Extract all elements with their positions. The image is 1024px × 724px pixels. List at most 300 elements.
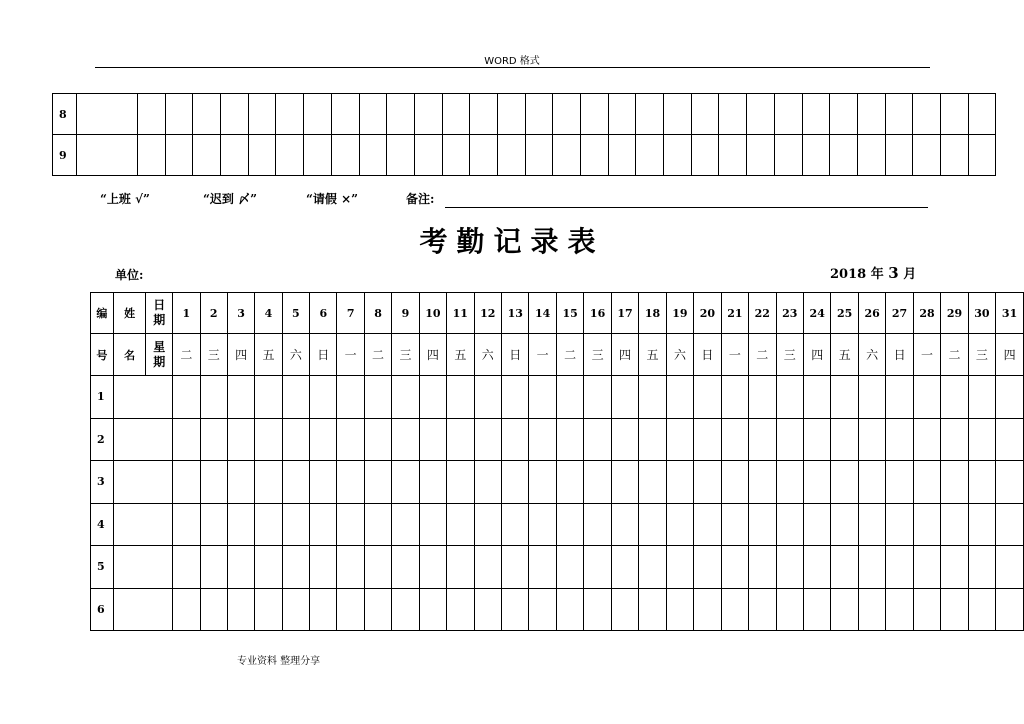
attendance-cell[interactable] <box>831 461 858 504</box>
attendance-cell[interactable] <box>525 135 553 176</box>
attendance-cell[interactable] <box>255 376 282 419</box>
attendance-cell[interactable] <box>968 94 996 135</box>
attendance-cell[interactable] <box>200 503 227 546</box>
attendance-cell[interactable] <box>941 503 968 546</box>
attendance-cell[interactable] <box>227 588 254 631</box>
attendance-cell[interactable] <box>636 135 664 176</box>
attendance-cell[interactable] <box>282 503 309 546</box>
attendance-cell[interactable] <box>639 461 666 504</box>
attendance-cell[interactable] <box>831 588 858 631</box>
attendance-cell[interactable] <box>502 461 529 504</box>
employee-row <box>91 503 1024 546</box>
attendance-cell[interactable] <box>529 546 556 589</box>
attendance-cell[interactable] <box>857 94 885 135</box>
attendance-cell[interactable] <box>664 135 692 176</box>
employee-name-cell[interactable] <box>113 461 172 504</box>
attendance-cell[interactable] <box>364 418 391 461</box>
attendance-cell[interactable] <box>666 503 693 546</box>
attendance-cell[interactable] <box>886 588 913 631</box>
attendance-cell[interactable] <box>581 135 609 176</box>
attendance-cell[interactable] <box>886 503 913 546</box>
attendance-cell[interactable] <box>331 94 359 135</box>
year-value: 2018 <box>830 267 867 282</box>
attendance-cell[interactable] <box>227 376 254 419</box>
attendance-cell[interactable] <box>831 503 858 546</box>
attendance-cell[interactable] <box>392 546 419 589</box>
attendance-cell[interactable] <box>666 588 693 631</box>
attendance-cell[interactable] <box>721 503 748 546</box>
attendance-cell[interactable] <box>392 588 419 631</box>
attendance-cell[interactable] <box>364 461 391 504</box>
attendance-cell[interactable] <box>940 94 968 135</box>
attendance-cell[interactable] <box>248 135 276 176</box>
attendance-cell[interactable] <box>442 94 470 135</box>
attendance-cell[interactable] <box>138 94 166 135</box>
attendance-cell[interactable] <box>200 461 227 504</box>
attendance-cell[interactable] <box>996 461 1024 504</box>
day-number: 6 <box>310 293 337 334</box>
attendance-cell[interactable] <box>996 376 1024 419</box>
employee-name-cell[interactable] <box>113 588 172 631</box>
date-label <box>830 263 916 282</box>
day-number: 4 <box>255 293 282 334</box>
attendance-cell[interactable] <box>337 503 364 546</box>
attendance-cell[interactable] <box>636 94 664 135</box>
attendance-cell[interactable] <box>497 135 525 176</box>
attendance-cell[interactable] <box>749 588 776 631</box>
attendance-cell[interactable] <box>310 376 337 419</box>
unit-label: 单位: <box>115 268 144 282</box>
attendance-cell[interactable] <box>747 94 775 135</box>
attendance-cell[interactable] <box>304 135 332 176</box>
attendance-cell[interactable] <box>803 376 830 419</box>
attendance-cell[interactable] <box>885 135 913 176</box>
attendance-cell[interactable] <box>666 376 693 419</box>
attendance-cell[interactable] <box>387 135 415 176</box>
attendance-cell[interactable] <box>282 588 309 631</box>
attendance-cell[interactable] <box>831 376 858 419</box>
attendance-cell[interactable] <box>776 588 803 631</box>
attendance-cell[interactable] <box>857 135 885 176</box>
attendance-cell[interactable] <box>310 588 337 631</box>
attendance-cell[interactable] <box>529 503 556 546</box>
attendance-cell[interactable] <box>694 588 721 631</box>
attendance-cell[interactable] <box>776 376 803 419</box>
attendance-cell[interactable] <box>802 135 830 176</box>
attendance-cell[interactable] <box>831 418 858 461</box>
attendance-cell[interactable] <box>447 376 474 419</box>
day-number: 12 <box>474 293 501 334</box>
attendance-cell[interactable] <box>913 135 941 176</box>
attendance-cell[interactable] <box>310 546 337 589</box>
attendance-cell[interactable] <box>553 135 581 176</box>
attendance-cell[interactable] <box>502 376 529 419</box>
attendance-cell[interactable] <box>749 376 776 419</box>
attendance-cell[interactable] <box>858 546 885 589</box>
attendance-cell[interactable] <box>721 546 748 589</box>
attendance-cell[interactable] <box>886 376 913 419</box>
weekday-cell: 三 <box>968 334 995 376</box>
attendance-cell[interactable] <box>392 461 419 504</box>
attendance-cell[interactable] <box>359 135 387 176</box>
attendance-cell[interactable] <box>474 418 501 461</box>
attendance-cell[interactable] <box>502 588 529 631</box>
attendance-cell[interactable] <box>611 588 638 631</box>
attendance-cell[interactable] <box>276 135 304 176</box>
attendance-cell[interactable] <box>694 503 721 546</box>
attendance-cell[interactable] <box>255 546 282 589</box>
attendance-cell[interactable] <box>639 503 666 546</box>
attendance-cell[interactable] <box>77 135 138 176</box>
attendance-cell[interactable] <box>227 503 254 546</box>
row-number: 8 <box>53 94 77 135</box>
day-number: 1 <box>173 293 200 334</box>
attendance-cell[interactable] <box>556 461 583 504</box>
attendance-cell[interactable] <box>666 418 693 461</box>
attendance-cell[interactable] <box>474 588 501 631</box>
remarks-line <box>445 207 928 208</box>
attendance-cell[interactable] <box>304 94 332 135</box>
attendance-cell[interactable] <box>173 461 200 504</box>
row-number: 1 <box>91 376 114 419</box>
attendance-cell[interactable] <box>858 376 885 419</box>
attendance-cell[interactable] <box>721 461 748 504</box>
attendance-cell[interactable] <box>419 418 446 461</box>
attendance-cell[interactable] <box>497 94 525 135</box>
attendance-cell[interactable] <box>364 588 391 631</box>
attendance-cell[interactable] <box>830 135 858 176</box>
attendance-cell[interactable] <box>691 94 719 135</box>
month-value: 3 <box>888 264 899 282</box>
attendance-cell[interactable] <box>221 94 249 135</box>
attendance-cell[interactable] <box>968 503 995 546</box>
attendance-cell[interactable] <box>666 546 693 589</box>
attendance-cell[interactable] <box>529 588 556 631</box>
day-number: 25 <box>831 293 858 334</box>
attendance-cell[interactable] <box>502 418 529 461</box>
attendance-cell[interactable] <box>968 418 995 461</box>
attendance-cell[interactable] <box>749 418 776 461</box>
attendance-cell[interactable] <box>968 461 995 504</box>
legend <box>100 190 434 207</box>
attendance-cell[interactable] <box>858 461 885 504</box>
attendance-cell[interactable] <box>392 503 419 546</box>
attendance-cell[interactable] <box>776 461 803 504</box>
continued-row <box>53 94 996 135</box>
attendance-cell[interactable] <box>747 135 775 176</box>
attendance-cell[interactable] <box>419 461 446 504</box>
attendance-cell[interactable] <box>310 418 337 461</box>
weekday-cell: 二 <box>941 334 968 376</box>
attendance-cell[interactable] <box>968 376 995 419</box>
attendance-cell[interactable] <box>664 94 692 135</box>
attendance-cell[interactable] <box>138 135 166 176</box>
attendance-cell[interactable] <box>227 461 254 504</box>
attendance-cell[interactable] <box>331 135 359 176</box>
attendance-cell[interactable] <box>913 503 940 546</box>
attendance-cell[interactable] <box>581 94 609 135</box>
attendance-cell[interactable] <box>941 376 968 419</box>
attendance-cell[interactable] <box>447 418 474 461</box>
attendance-cell[interactable] <box>885 94 913 135</box>
attendance-cell[interactable] <box>694 418 721 461</box>
attendance-cell[interactable] <box>584 418 611 461</box>
attendance-cell[interactable] <box>248 94 276 135</box>
attendance-cell[interactable] <box>803 546 830 589</box>
attendance-cell[interactable] <box>941 588 968 631</box>
attendance-cell[interactable] <box>556 588 583 631</box>
attendance-cell[interactable] <box>173 418 200 461</box>
name-header-bottom: 名 <box>113 334 146 376</box>
attendance-cell[interactable] <box>886 461 913 504</box>
attendance-cell[interactable] <box>364 376 391 419</box>
attendance-cell[interactable] <box>639 376 666 419</box>
attendance-cell[interactable] <box>387 94 415 135</box>
attendance-cell[interactable] <box>996 503 1024 546</box>
attendance-cell[interactable] <box>255 588 282 631</box>
attendance-cell[interactable] <box>470 94 498 135</box>
attendance-cell[interactable] <box>474 376 501 419</box>
employee-row <box>91 376 1024 419</box>
attendance-cell[interactable] <box>611 376 638 419</box>
attendance-cell[interactable] <box>502 503 529 546</box>
attendance-cell[interactable] <box>968 546 995 589</box>
attendance-cell[interactable] <box>886 418 913 461</box>
day-number: 16 <box>584 293 611 334</box>
attendance-cell[interactable] <box>691 135 719 176</box>
attendance-cell[interactable] <box>474 503 501 546</box>
attendance-cell[interactable] <box>858 588 885 631</box>
attendance-cell[interactable] <box>584 461 611 504</box>
employee-name-cell[interactable] <box>113 376 172 419</box>
attendance-cell[interactable] <box>173 588 200 631</box>
row-number: 5 <box>91 546 114 589</box>
attendance-cell[interactable] <box>996 546 1024 589</box>
attendance-cell[interactable] <box>255 461 282 504</box>
attendance-cell[interactable] <box>830 94 858 135</box>
attendance-cell[interactable] <box>364 546 391 589</box>
attendance-cell[interactable] <box>913 588 940 631</box>
employee-row <box>91 588 1024 631</box>
attendance-cell[interactable] <box>392 418 419 461</box>
attendance-cell[interactable] <box>858 418 885 461</box>
attendance-cell[interactable] <box>584 503 611 546</box>
attendance-cell[interactable] <box>447 503 474 546</box>
attendance-cell[interactable] <box>941 418 968 461</box>
weekday-cell: 四 <box>996 334 1024 376</box>
day-number: 7 <box>337 293 364 334</box>
attendance-cell[interactable] <box>694 546 721 589</box>
attendance-cell[interactable] <box>611 503 638 546</box>
attendance-cell[interactable] <box>337 461 364 504</box>
attendance-cell[interactable] <box>639 418 666 461</box>
attendance-cell[interactable] <box>165 94 193 135</box>
employee-name-cell[interactable] <box>113 546 172 589</box>
attendance-cell[interactable] <box>502 546 529 589</box>
attendance-cell[interactable] <box>774 135 802 176</box>
attendance-cell[interactable] <box>227 418 254 461</box>
attendance-cell[interactable] <box>803 503 830 546</box>
attendance-cell[interactable] <box>719 135 747 176</box>
attendance-cell[interactable] <box>200 376 227 419</box>
day-number: 18 <box>639 293 666 334</box>
employee-name-cell[interactable] <box>113 503 172 546</box>
attendance-cell[interactable] <box>255 503 282 546</box>
attendance-cell[interactable] <box>77 94 138 135</box>
attendance-cell[interactable] <box>419 503 446 546</box>
attendance-cell[interactable] <box>749 546 776 589</box>
attendance-cell[interactable] <box>553 94 581 135</box>
weekday-cell: 三 <box>776 334 803 376</box>
day-number: 27 <box>886 293 913 334</box>
attendance-cell[interactable] <box>802 94 830 135</box>
page-footer: 专业资料 整理分享 <box>237 656 321 667</box>
id-header-bottom: 号 <box>91 334 114 376</box>
day-number: 13 <box>502 293 529 334</box>
attendance-cell[interactable] <box>611 546 638 589</box>
attendance-cell[interactable] <box>337 588 364 631</box>
attendance-cell[interactable] <box>639 588 666 631</box>
attendance-cell[interactable] <box>173 503 200 546</box>
continued-attendance-table <box>52 93 996 176</box>
attendance-cell[interactable] <box>941 461 968 504</box>
attendance-cell[interactable] <box>611 418 638 461</box>
weekday-cell: 二 <box>173 334 200 376</box>
attendance-cell[interactable] <box>556 546 583 589</box>
attendance-cell[interactable] <box>940 135 968 176</box>
attendance-cell[interactable] <box>886 546 913 589</box>
attendance-cell[interactable] <box>392 376 419 419</box>
weekday-cell: 二 <box>556 334 583 376</box>
attendance-cell[interactable] <box>529 376 556 419</box>
attendance-cell[interactable] <box>529 418 556 461</box>
attendance-cell[interactable] <box>803 418 830 461</box>
attendance-cell[interactable] <box>282 376 309 419</box>
attendance-cell[interactable] <box>556 418 583 461</box>
attendance-cell[interactable] <box>913 94 941 135</box>
attendance-cell[interactable] <box>359 94 387 135</box>
attendance-cell[interactable] <box>776 546 803 589</box>
attendance-cell[interactable] <box>694 376 721 419</box>
attendance-cell[interactable] <box>282 546 309 589</box>
attendance-cell[interactable] <box>525 94 553 135</box>
attendance-cell[interactable] <box>193 94 221 135</box>
weekday-cell: 三 <box>584 334 611 376</box>
attendance-cell[interactable] <box>996 588 1024 631</box>
weekday-cell: 三 <box>200 334 227 376</box>
attendance-cell[interactable] <box>776 418 803 461</box>
weekday-cell: 日 <box>694 334 721 376</box>
attendance-cell[interactable] <box>721 418 748 461</box>
attendance-cell[interactable] <box>447 588 474 631</box>
attendance-cell[interactable] <box>310 503 337 546</box>
attendance-cell[interactable] <box>719 94 747 135</box>
attendance-cell[interactable] <box>913 376 940 419</box>
attendance-cell[interactable] <box>858 503 885 546</box>
attendance-cell[interactable] <box>364 503 391 546</box>
attendance-cell[interactable] <box>721 588 748 631</box>
weekday-cell: 二 <box>364 334 391 376</box>
attendance-cell[interactable] <box>200 546 227 589</box>
attendance-cell[interactable] <box>474 461 501 504</box>
attendance-cell[interactable] <box>608 135 636 176</box>
attendance-cell[interactable] <box>608 94 636 135</box>
attendance-cell[interactable] <box>639 546 666 589</box>
attendance-cell[interactable] <box>221 135 249 176</box>
row-number: 2 <box>91 418 114 461</box>
attendance-cell[interactable] <box>913 461 940 504</box>
attendance-cell[interactable] <box>276 94 304 135</box>
attendance-cell[interactable] <box>721 376 748 419</box>
attendance-cell[interactable] <box>419 588 446 631</box>
attendance-cell[interactable] <box>470 135 498 176</box>
attendance-cell[interactable] <box>749 503 776 546</box>
day-number: 26 <box>858 293 885 334</box>
attendance-cell[interactable] <box>474 546 501 589</box>
attendance-cell[interactable] <box>584 546 611 589</box>
attendance-cell[interactable] <box>414 135 442 176</box>
attendance-cell[interactable] <box>337 376 364 419</box>
employee-name-cell[interactable] <box>113 418 172 461</box>
attendance-cell[interactable] <box>968 588 995 631</box>
attendance-cell[interactable] <box>803 461 830 504</box>
attendance-cell[interactable] <box>996 418 1024 461</box>
attendance-cell[interactable] <box>447 461 474 504</box>
attendance-cell[interactable] <box>803 588 830 631</box>
attendance-cell[interactable] <box>913 546 940 589</box>
attendance-cell[interactable] <box>200 418 227 461</box>
day-number: 29 <box>941 293 968 334</box>
attendance-cell[interactable] <box>941 546 968 589</box>
attendance-cell[interactable] <box>193 135 221 176</box>
attendance-cell[interactable] <box>282 461 309 504</box>
attendance-cell[interactable] <box>255 418 282 461</box>
attendance-cell[interactable] <box>310 461 337 504</box>
attendance-cell[interactable] <box>419 546 446 589</box>
attendance-cell[interactable] <box>529 461 556 504</box>
attendance-cell[interactable] <box>831 546 858 589</box>
attendance-cell[interactable] <box>968 135 996 176</box>
attendance-cell[interactable] <box>173 376 200 419</box>
attendance-cell[interactable] <box>584 376 611 419</box>
attendance-cell[interactable] <box>776 503 803 546</box>
attendance-cell[interactable] <box>337 418 364 461</box>
attendance-cell[interactable] <box>442 135 470 176</box>
attendance-cell[interactable] <box>694 461 721 504</box>
attendance-cell[interactable] <box>227 546 254 589</box>
attendance-cell[interactable] <box>414 94 442 135</box>
attendance-cell[interactable] <box>556 376 583 419</box>
attendance-cell[interactable] <box>749 461 776 504</box>
day-number: 5 <box>282 293 309 334</box>
attendance-cell[interactable] <box>584 588 611 631</box>
attendance-cell[interactable] <box>337 546 364 589</box>
weekday-cell: 一 <box>529 334 556 376</box>
page-title: 考勤记录表 <box>419 225 605 258</box>
attendance-cell[interactable] <box>611 461 638 504</box>
attendance-cell[interactable] <box>419 376 446 419</box>
attendance-cell[interactable] <box>173 546 200 589</box>
attendance-cell[interactable] <box>913 418 940 461</box>
attendance-cell[interactable] <box>200 588 227 631</box>
attendance-cell[interactable] <box>447 546 474 589</box>
attendance-cell[interactable] <box>282 418 309 461</box>
attendance-cell[interactable] <box>556 503 583 546</box>
attendance-cell[interactable] <box>666 461 693 504</box>
attendance-cell[interactable] <box>165 135 193 176</box>
legend-late: “迟到 〆” <box>203 192 257 206</box>
attendance-cell[interactable] <box>774 94 802 135</box>
